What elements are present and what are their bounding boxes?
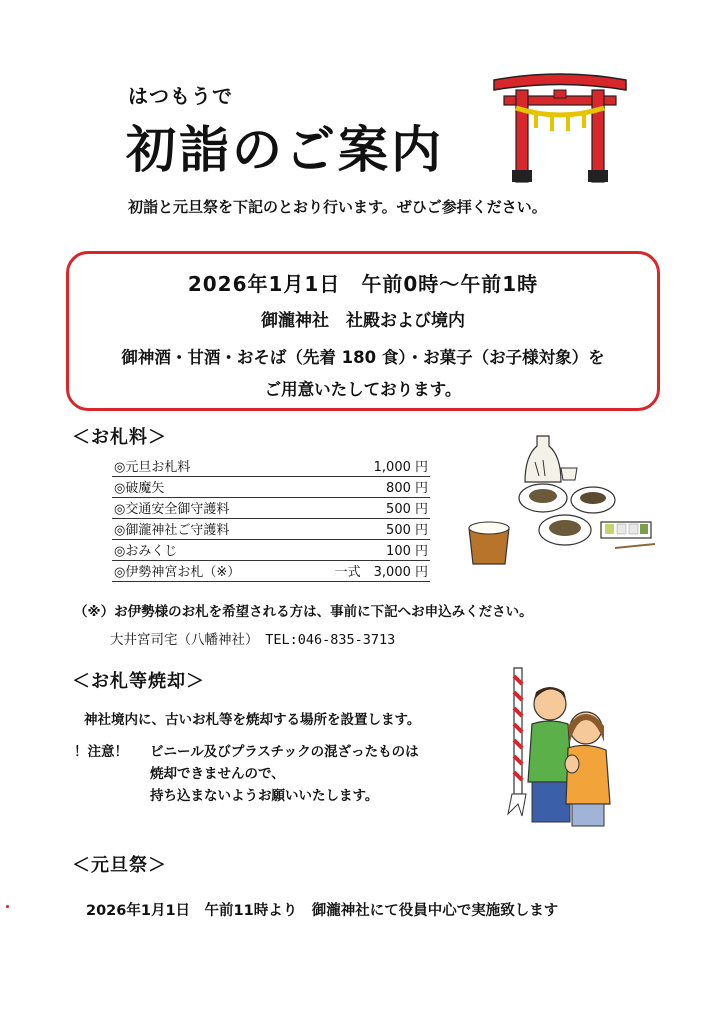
fee-name: ◎交通安全御守護料	[114, 502, 230, 517]
fee-name: ◎破魔矢	[114, 481, 165, 496]
title-ruby: はつもうで	[128, 84, 233, 108]
praying-couple-illustration	[492, 664, 620, 834]
event-offerings: 御神酒・甘酒・おそば（先着 180 食）・お菓子（お子様対象）を	[121, 348, 605, 367]
page-title: 初詣のご案内	[126, 121, 444, 179]
scan-mark	[6, 905, 9, 908]
fee-price: 800 円	[386, 481, 428, 496]
fee-name: ◎元旦お札料	[114, 459, 191, 475]
fee-table	[112, 455, 430, 582]
fee-price: 一式 3,000 円	[334, 565, 428, 580]
fees-heading: ＜お札料＞	[72, 427, 167, 448]
event-info-box	[66, 251, 660, 411]
event-location: 御瀧神社 社殿および境内	[261, 311, 465, 331]
gantansai-text: 2026年1月1日 午前11時より 御瀧神社にて役員中心で実施致します	[86, 903, 559, 919]
table-row	[112, 476, 430, 497]
table-row	[112, 560, 430, 581]
table-row	[112, 539, 430, 560]
caution-line: 焼却できませんので、	[150, 766, 285, 782]
gantansai-heading: ＜元旦祭＞	[72, 855, 167, 876]
fee-price: 100 円	[386, 544, 428, 559]
sake-and-food-illustration	[465, 432, 660, 572]
caution-label: ！注意！	[74, 744, 128, 760]
fee-price: 500 円	[386, 502, 428, 517]
burning-text: 神社境内に、古いお札等を焼却する場所を設置します。	[84, 712, 421, 728]
fee-name: ◎御瀧神社ご守護料	[114, 523, 230, 538]
burning-heading: ＜お札等焼却＞	[72, 671, 205, 692]
fee-price: 500 円	[386, 523, 428, 538]
contact-info: 大井宮司宅（八幡神社） TEL:046-835-3713	[110, 632, 396, 648]
table-row	[112, 455, 430, 476]
table-row	[112, 518, 430, 539]
fee-name: ◎おみくじ	[114, 544, 178, 559]
event-offerings-cont: ご用意いたしております。	[264, 380, 462, 399]
torii-gate-icon	[490, 70, 630, 185]
ise-note: （※）お伊勢様のお札を希望される方は、事前に下記へお申込みください。	[74, 604, 533, 620]
fee-price: 1,000 円	[373, 459, 428, 475]
event-datetime: 2026年1月1日 午前0時～午前1時	[187, 272, 539, 296]
caution-line: 持ち込まないようお願いいたします。	[150, 788, 379, 804]
fee-name: ◎伊勢神宮お札（※）	[114, 565, 241, 580]
table-row	[112, 497, 430, 518]
intro-text: 初詣と元旦祭を下記のとおり行います。ぜひご参拝ください。	[128, 198, 547, 216]
caution-line: ビニール及びプラスチックの混ざったものは	[150, 744, 419, 760]
